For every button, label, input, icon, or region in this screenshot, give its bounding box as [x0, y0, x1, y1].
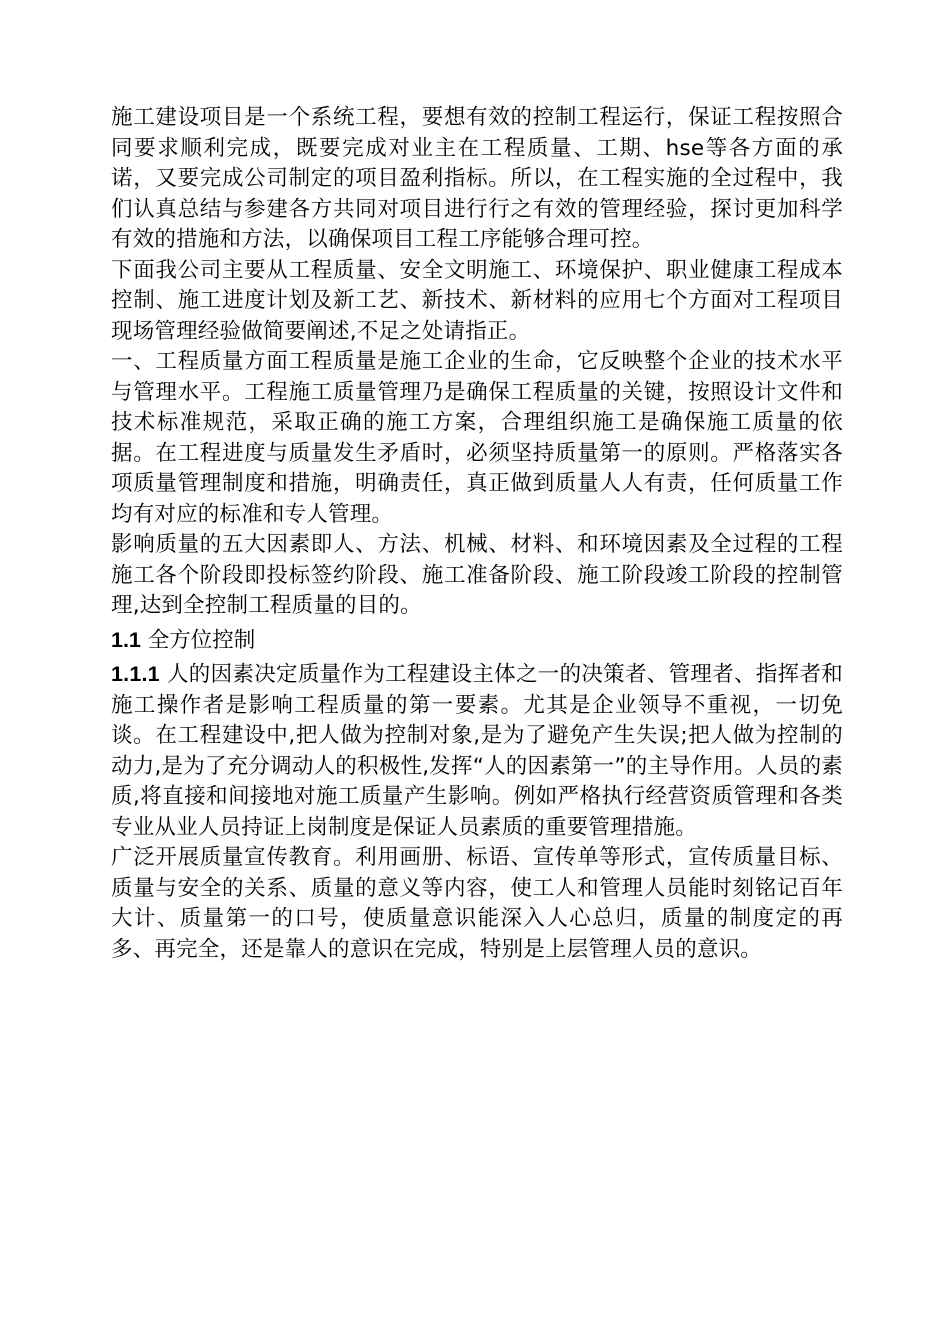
section-1-1-1-text: 人的因素决定质量作为工程建设主体之一的决策者、管理者、指挥者和施工操作者是影响工程质量的第一要素。尤其是企业领导不重视，一切免谈。在工程建设中,把人做为控制对象,是为了避免产生失误;把人做为控制的动力,是为了充分调动人的积极性,发挥“人的因素第一”的主导作用。人员的素质,将直接和间接地对施工质量产生影响。例如严格执行经营资质管理和各类专业从业人员持证上岗制度是保证人员素质的重要管理措施。 — [111, 662, 843, 840]
paragraph-quality: 一、工程质量方面工程质量是施工企业的生命，它反映整个企业的技术水平与管理水平。工程施工质量管理乃是确保工程质量的关键，按照设计文件和技术标准规范，采取正确的施工方案，合理组织施工是确保施工质量的依据。在工程进度与质量发生矛盾时，必须坚持质量第一的原则。严格落实各项质量管理制度和措施，明确责任，真正做到质量人人有责，任何质量工作均有对应的标准和专人管理。 — [111, 349, 843, 527]
paragraph-factors: 影响质量的五大因素即人、方法、机械、材料、和环境因素及全过程的工程施工各个阶段即投标签约阶段、施工准备阶段、施工阶段竣工阶段的控制管理,达到全控制工程质量的目的。 — [111, 532, 843, 618]
heading-1-1 — [111, 622, 843, 660]
paragraph-overview: 下面我公司主要从工程质量、安全文明施工、环境保护、职业健康工程成本控制、施工进度计划及新工艺、新技术、新材料的应用七个方面对工程项目现场管理经验做简要阐述,不足之处请指正。 — [111, 257, 843, 344]
paragraph-intro: 施工建设项目是一个系统工程，要想有效的控制工程运行，保证工程按照合同要求顺利完成，既要完成对业主在工程质量、工期、hse等各方面的承诺，又要完成公司制定的项目盈利指标。所以，在工程实施的全过程中，我们认真总结与参建各方共同对项目进行行之有效的管理经验，探讨更加科学有效的措施和方法，以确保项目工程工序能够合理可控。 — [111, 105, 843, 252]
section-1-1-1-number: 1.1.1 — [111, 662, 160, 686]
paragraph-1-1-1 — [111, 659, 843, 843]
heading-1-1-text: 全方位控制 — [147, 627, 256, 653]
paragraph-education: 广泛开展质量宣传教育。利用画册、标语、宣传单等形式，宣传质量目标、质量与安全的关系、质量的意义等内容，使工人和管理人员能时刻铭记百年大计、质量第一的口号，使质量意识能深入人心总归，质量的制度定的再多、再完全，还是靠人的意识在完成，特别是上层管理人员的意识。 — [111, 845, 843, 962]
document-page — [111, 103, 843, 965]
heading-1-1-number: 1.1 — [111, 627, 141, 652]
